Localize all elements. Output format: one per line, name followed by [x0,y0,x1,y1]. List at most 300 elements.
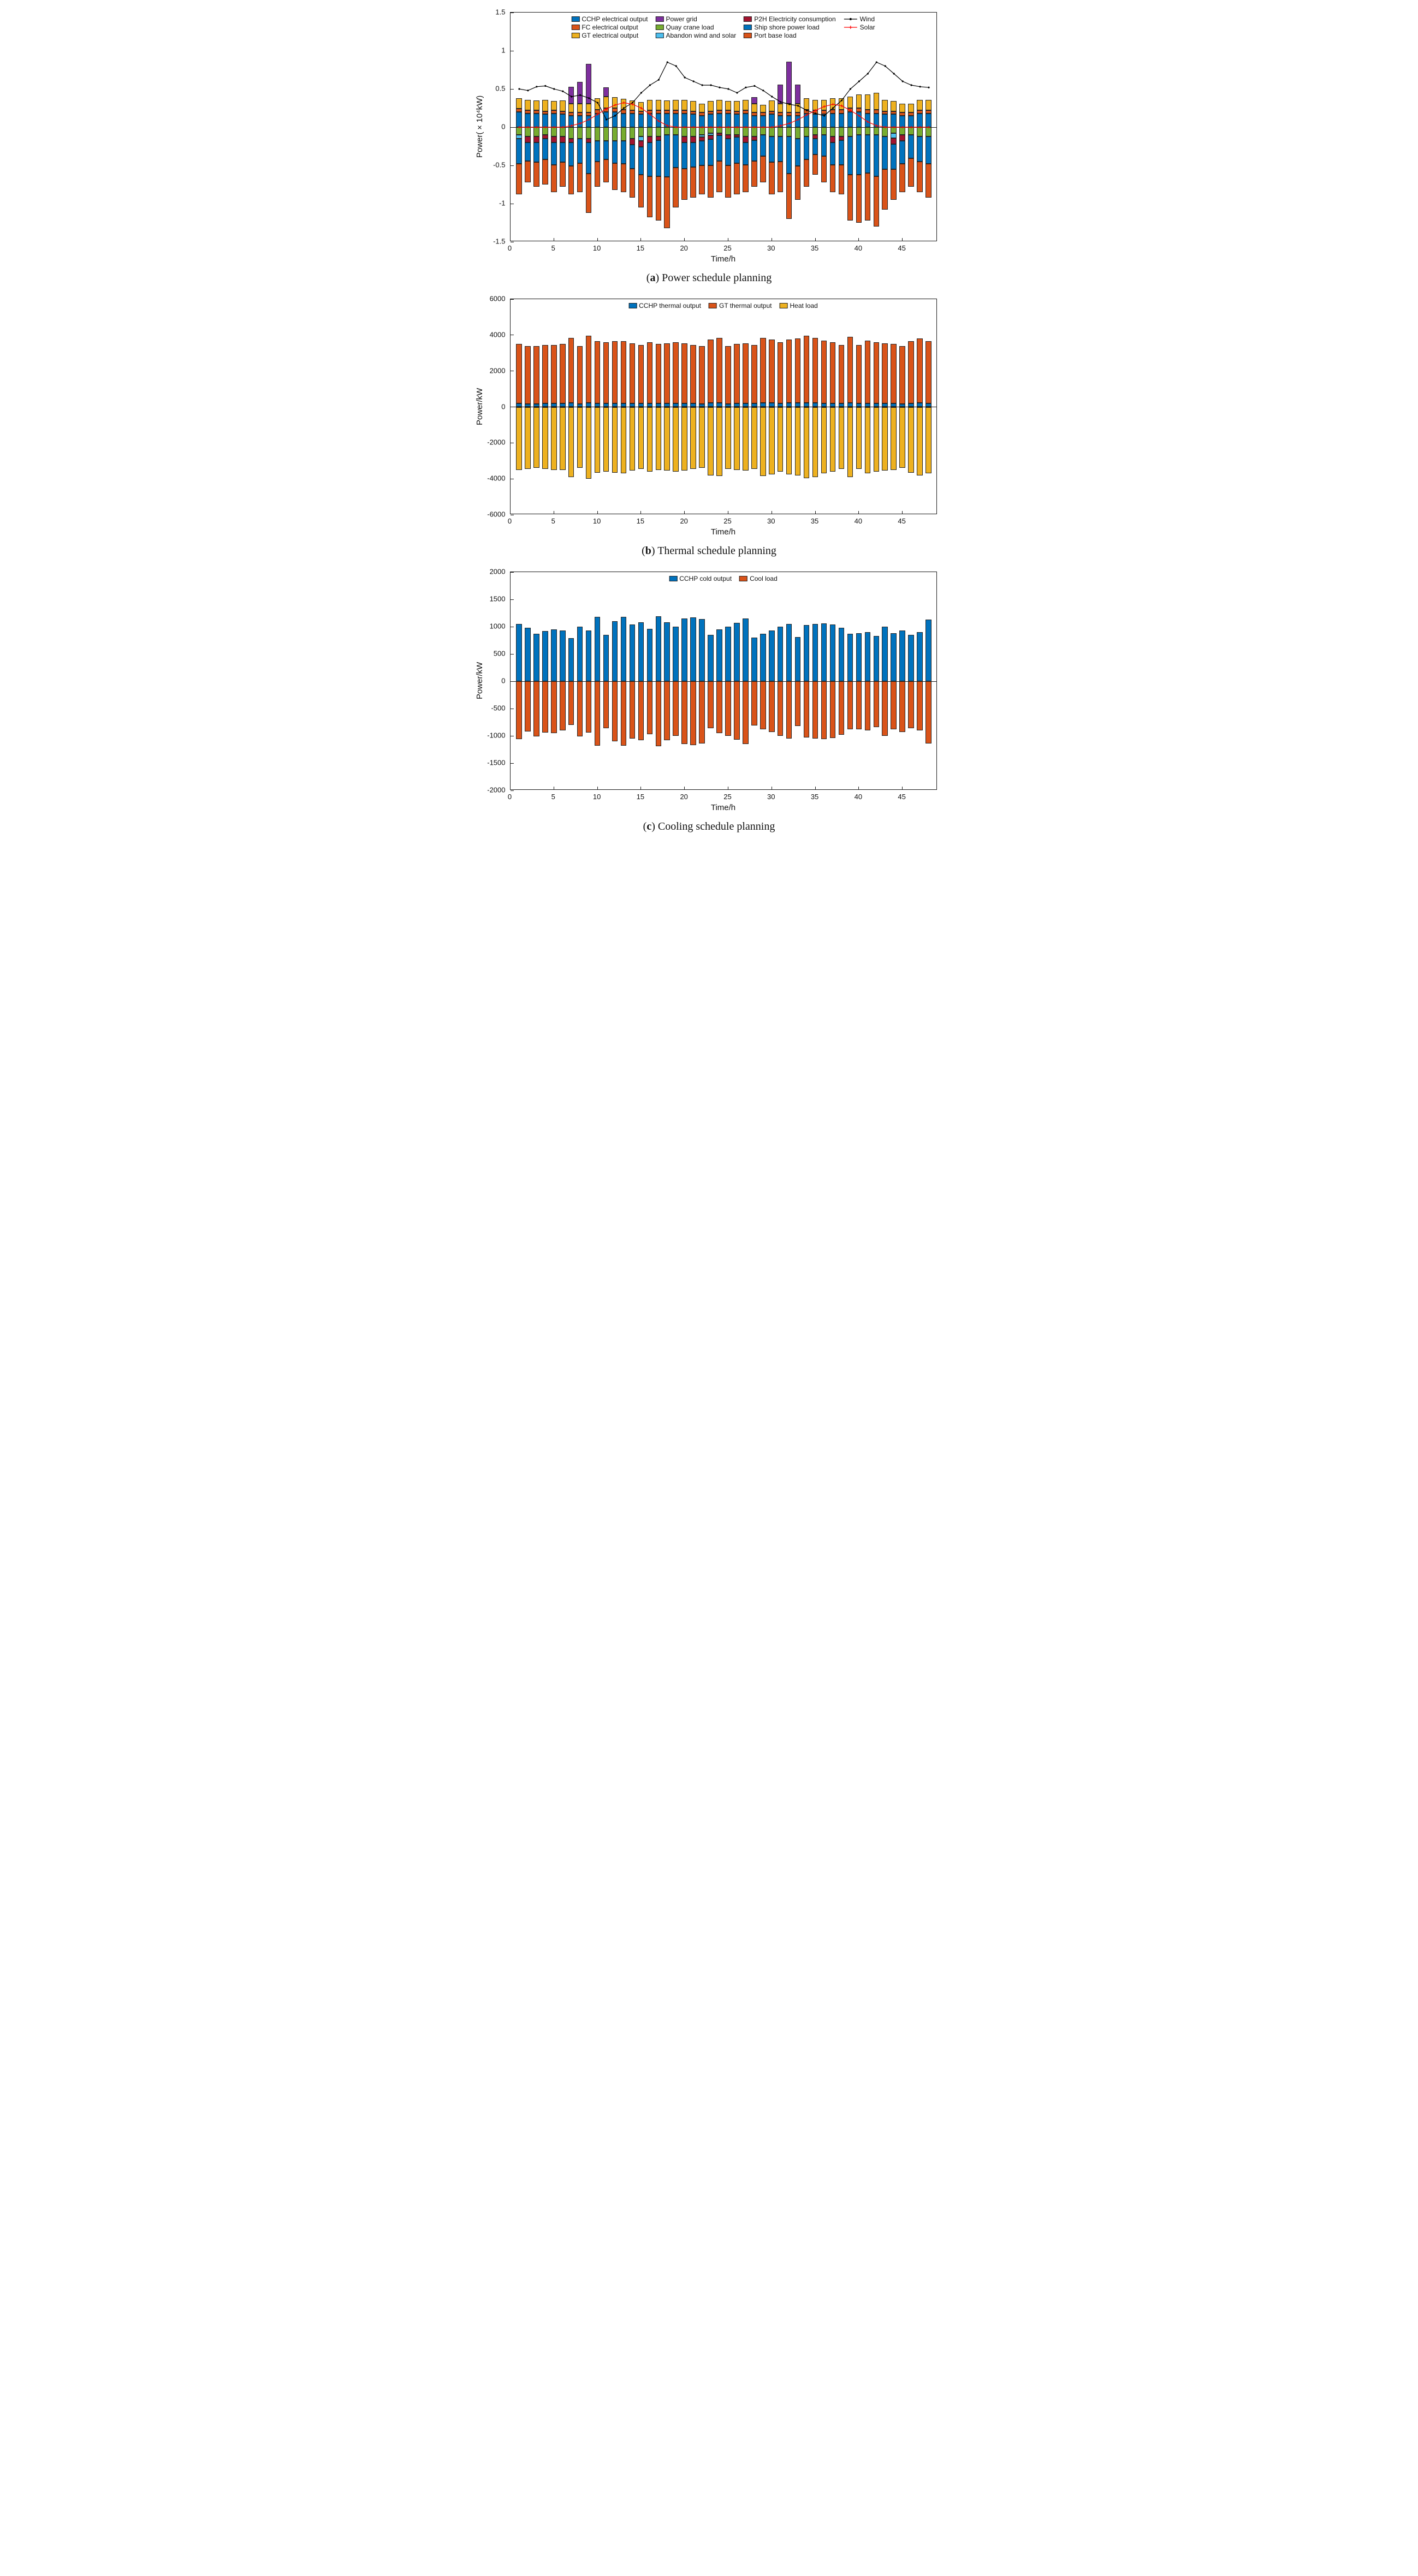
wind-marker [649,84,650,86]
bar-cool-load [630,681,636,739]
x-tick [597,238,598,241]
bar-gt-thermal-output [690,345,696,403]
bar-cchp-cold-output [882,627,888,681]
x-tick-label: 15 [636,517,645,525]
bar-p2h-electricity-consumption [630,139,636,145]
bar-gt-electrical-output [891,101,897,111]
thermal-y-axis-label: Power/kW [474,388,484,425]
bar-cchp-cold-output [908,635,914,681]
bar-cool-load [778,681,784,736]
power-x-axis-label: Time/h [710,254,736,264]
bar-fc-electrical-output [769,111,775,115]
bar-p2h-electricity-consumption [533,136,539,142]
bar-cchp-cold-output [751,638,757,681]
legend-item-cchp-electrical-output [571,15,648,23]
bar-ship-shore-power-load [865,135,871,173]
bar-quay-crane-load [874,127,880,135]
bar-ship-shore-power-load [612,141,618,163]
bar-gt-thermal-output [812,338,818,403]
x-tick-label: 10 [592,793,601,801]
legend-item-abandon-wind-and-solar [656,32,737,39]
bar-ship-shore-power-load [899,141,905,164]
cchp-cold-output-swatch-icon [669,576,677,581]
bar-cchp-thermal-output [603,403,609,407]
bar-ship-shore-power-load [551,142,557,165]
bar-gt-electrical-output [760,105,766,112]
bar-cool-load [917,681,923,730]
bar-p2h-electricity-consumption [812,135,818,139]
bar-cchp-cold-output [734,623,740,681]
x-tick-label: 25 [723,517,732,525]
bar-cchp-electrical-output [525,114,531,127]
bar-fc-electrical-output [586,112,592,116]
bar-quay-crane-load [621,127,627,141]
bar-cchp-electrical-output [743,114,749,127]
bar-cchp-cold-output [542,631,548,681]
bar-quay-crane-load [716,127,722,133]
x-tick-label: 20 [680,793,688,801]
bar-fc-electrical-output [751,112,757,116]
thermal-schedule-chart [473,294,946,539]
bar-ship-shore-power-load [795,139,801,166]
bar-port-base-load [821,156,827,182]
bar-gt-electrical-output [874,93,880,110]
fc-electrical-output-swatch-icon [571,25,579,30]
bar-heat-load [874,407,880,472]
bar-cool-load [681,681,687,744]
bar-cchp-thermal-output [630,403,636,407]
bar-cool-load [595,681,601,746]
bar-heat-load [917,407,923,475]
bar-cchp-electrical-output [560,114,566,127]
bar-fc-electrical-output [647,110,653,114]
bar-power-grid [778,85,784,104]
bar-heat-load [595,407,601,473]
bar-gt-electrical-output [542,100,548,111]
x-tick-label: 0 [507,517,512,525]
bar-cool-load [612,681,618,741]
wind-marker [849,88,851,90]
bar-p2h-electricity-consumption [751,136,757,140]
bar-quay-crane-load [743,127,749,136]
bar-gt-thermal-output [778,342,784,403]
bar-cool-load [925,681,932,743]
caption-a [473,272,946,284]
y-tick-label: 1000 [489,622,506,630]
bar-cchp-electrical-output [769,114,775,127]
bar-cchp-electrical-output [865,114,871,127]
bar-fc-electrical-output [874,110,880,114]
x-tick-label: 10 [592,244,601,252]
legend-item-wind [844,15,875,23]
bar-fc-electrical-output [568,112,574,116]
bar-port-base-load [612,163,618,190]
bar-port-base-load [865,173,871,221]
legend-item-gt-thermal-output [709,302,772,310]
bar-gt-electrical-output [908,104,914,113]
bar-port-base-load [656,176,662,221]
power-plot-area [510,12,937,241]
bar-gt-electrical-output [734,101,740,111]
bar-p2h-electricity-consumption [551,136,557,142]
bar-cchp-thermal-output [673,403,679,407]
x-tick-label: 45 [898,517,906,525]
bar-cchp-electrical-output [577,116,583,127]
bar-port-base-load [699,165,705,194]
bar-cchp-electrical-output [821,114,827,127]
bar-p2h-electricity-consumption [656,136,662,140]
bar-gt-electrical-output [716,100,722,111]
bar-quay-crane-load [595,127,601,141]
bar-cchp-cold-output [630,624,636,681]
bar-cool-load [839,681,845,735]
bar-gt-electrical-output [865,94,871,110]
bar-cool-load [542,681,548,733]
bar-port-base-load [812,154,818,174]
bar-cchp-cold-output [577,627,583,681]
bar-gt-electrical-output [560,100,566,111]
bar-heat-load [656,407,662,470]
bar-cchp-thermal-output [769,403,775,407]
bar-cool-load [908,681,914,728]
bar-ship-shore-power-load [847,136,853,175]
bar-cchp-thermal-output [925,403,932,407]
bar-p2h-electricity-consumption [891,138,897,144]
wind-marker [719,87,720,88]
bar-port-base-load [743,165,749,192]
bar-fc-electrical-output [917,110,923,114]
bar-cool-load [533,681,539,736]
bar-quay-crane-load [647,127,653,136]
bar-port-base-load [716,161,722,192]
bar-ship-shore-power-load [542,139,548,159]
bar-quay-crane-load [804,127,810,136]
bar-cool-load [891,681,897,729]
bar-ship-shore-power-load [638,147,644,174]
thermal-x-axis-label: Time/h [710,527,736,537]
bar-cchp-cold-output [812,624,818,681]
bar-fc-electrical-output [804,110,810,114]
bar-port-base-load [804,159,810,187]
bar-gt-thermal-output [734,344,740,403]
legend-label: GT electrical output [582,32,639,39]
bar-gt-thermal-output [708,340,714,403]
bar-port-base-load [751,161,757,187]
wind-marker [928,87,929,88]
bar-gt-thermal-output [656,344,662,403]
x-tick-label: 0 [507,244,512,252]
bar-quay-crane-load [708,127,714,133]
bar-quay-crane-load [899,127,905,135]
bar-fc-electrical-output [612,108,618,112]
bar-cchp-cold-output [516,624,522,681]
x-tick-label: 45 [898,793,906,801]
wind-marker [762,90,764,91]
bar-fc-electrical-output [743,110,749,114]
bar-gt-thermal-output [630,343,636,403]
bar-cchp-electrical-output [917,114,923,127]
bar-ship-shore-power-load [664,135,670,177]
bar-cchp-electrical-output [812,114,818,127]
bar-cool-load [725,681,731,736]
bar-quay-crane-load [865,127,871,135]
bar-heat-load [839,407,845,469]
bar-port-base-load [690,167,696,198]
y-tick-label: -1500 [487,758,506,767]
bar-cool-load [760,681,766,729]
wind-marker [666,61,668,63]
bar-gt-electrical-output [725,101,731,110]
bar-power-grid [603,87,609,97]
bar-cchp-cold-output [786,624,792,681]
bar-cool-load [516,681,522,739]
x-tick [597,511,598,514]
x-tick [510,238,511,241]
bar-gt-thermal-output [681,343,687,403]
bar-cool-load [795,681,801,726]
legend-label: Quay crane load [666,23,714,31]
bar-heat-load [586,407,592,479]
bar-cchp-cold-output [638,622,644,681]
x-tick-label: 40 [854,517,863,525]
bar-cool-load [551,681,557,733]
bar-fc-electrical-output [560,111,566,115]
abandon-wind-and-solar-swatch-icon [656,33,664,38]
bar-quay-crane-load [821,127,827,135]
bar-gt-electrical-output [603,97,609,108]
bar-quay-crane-load [673,127,679,135]
bar-port-base-load [760,156,766,182]
bar-cchp-thermal-output [812,403,818,407]
bar-heat-load [769,407,775,474]
bar-quay-crane-load [925,127,932,136]
bar-gt-thermal-output [743,343,749,403]
bar-heat-load [516,407,522,470]
quay-crane-load-swatch-icon [656,25,664,30]
panel-a [473,8,946,284]
bar-gt-thermal-output [725,346,731,404]
y-tick [511,299,514,300]
x-tick-label: 5 [551,244,555,252]
y-tick-label: -1.5 [493,237,506,246]
bar-ship-shore-power-load [630,145,636,168]
x-tick-label: 45 [898,244,906,252]
bar-gt-electrical-output [821,100,827,111]
wind-marker [527,90,529,91]
power-legend [567,14,879,41]
bar-heat-load [760,407,766,477]
bar-gt-thermal-output [830,342,836,403]
x-tick [858,238,859,241]
bar-fc-electrical-output [734,111,740,115]
bar-gt-electrical-output [525,100,531,111]
bar-cchp-thermal-output [865,403,871,407]
bar-cchp-thermal-output [874,403,880,407]
bar-quay-crane-load [891,127,897,133]
bar-quay-crane-load [542,127,548,135]
bar-port-base-load [647,176,653,218]
legend-label: Cool load [750,575,778,582]
bar-cchp-electrical-output [664,114,670,127]
bar-fc-electrical-output [865,110,871,114]
bar-quay-crane-load [812,127,818,135]
bar-cool-load [865,681,871,730]
bar-cchp-cold-output [760,634,766,681]
bar-cool-load [716,681,722,733]
bar-cchp-cold-output [804,625,810,681]
bar-gt-thermal-output [899,346,905,404]
bar-heat-load [812,407,818,477]
bar-cool-load [882,681,888,736]
bar-fc-electrical-output [760,112,766,116]
bar-gt-electrical-output [839,98,845,110]
bar-p2h-electricity-consumption [542,135,548,139]
y-tick-label: 1 [501,46,506,55]
bar-heat-load [743,407,749,471]
bar-gt-thermal-output [560,344,566,403]
bar-gt-electrical-output [638,102,644,111]
bar-cchp-electrical-output [690,114,696,127]
bar-quay-crane-load [664,127,670,135]
bar-cchp-cold-output [856,633,862,681]
bar-cchp-electrical-output [847,112,853,127]
bar-cchp-cold-output [690,617,696,681]
y-tick [511,89,514,90]
legend-item-port-base-load [744,32,835,39]
bar-cchp-electrical-output [603,112,609,127]
x-tick-label: 40 [854,244,863,252]
bar-fc-electrical-output [638,111,644,115]
bar-cchp-thermal-output [821,403,827,407]
thermal-plot-area [510,299,937,514]
y-tick-label: 1.5 [495,8,506,16]
bar-quay-crane-load [917,127,923,136]
caption-b [473,545,946,557]
bar-cool-load [525,681,531,731]
wind-marker [692,80,694,82]
ship-shore-power-load-swatch-icon [744,25,752,30]
bar-fc-electrical-output [621,110,627,114]
bar-gt-electrical-output [551,101,557,110]
bar-cchp-thermal-output [681,403,687,407]
bar-gt-thermal-output [568,338,574,403]
bar-heat-load [821,407,827,474]
bar-heat-load [533,407,539,468]
cooling-schedule-chart [473,567,946,815]
bar-cchp-cold-output [891,633,897,681]
bar-gt-thermal-output [716,338,722,403]
x-tick [510,511,511,514]
bar-fc-electrical-output [812,110,818,114]
bar-port-base-load [551,165,557,192]
bar-port-base-load [673,168,679,207]
legend-label: Wind [859,15,875,23]
bar-cchp-cold-output [673,627,679,681]
bar-cchp-cold-output [743,618,749,681]
bar-gt-electrical-output [664,100,670,110]
bar-cool-load [856,681,862,729]
x-tick [684,511,685,514]
bar-cchp-electrical-output [681,114,687,127]
bar-gt-thermal-output [542,345,548,403]
bar-fc-electrical-output [525,110,531,114]
bar-cool-load [690,681,696,745]
caption-b-label: (b) [642,545,655,557]
bar-gt-thermal-output [664,343,670,403]
bar-port-base-load [847,175,853,221]
y-tick-label: -2000 [487,438,506,447]
bar-cchp-electrical-output [778,116,784,127]
panel-b [473,294,946,557]
bar-cchp-electrical-output [716,114,722,127]
bar-heat-load [568,407,574,477]
bar-port-base-load [891,169,897,200]
bar-port-base-load [830,165,836,192]
bar-ship-shore-power-load [603,141,609,159]
x-tick [858,787,859,790]
bar-port-base-load [595,162,601,187]
bar-quay-crane-load [786,127,792,136]
bar-gt-electrical-output [743,100,749,111]
bar-gt-electrical-output [856,94,862,108]
x-tick [815,238,816,241]
legend-item-quay-crane-load [656,23,737,31]
x-tick-label: 15 [636,244,645,252]
bar-cool-load [638,681,644,740]
bar-power-grid [786,62,792,104]
y-tick [511,790,514,791]
bar-ship-shore-power-load [516,139,522,164]
bar-heat-load [865,407,871,474]
bar-cool-load [751,681,757,725]
bar-heat-load [690,407,696,469]
bar-port-base-load [568,166,574,194]
bar-cchp-electrical-output [630,114,636,127]
bar-quay-crane-load [630,127,636,139]
x-tick [684,238,685,241]
gt-electrical-output-swatch-icon [571,33,579,38]
bar-ship-shore-power-load [533,142,539,162]
bar-quay-crane-load [699,127,705,135]
cchp-thermal-output-swatch-icon [628,303,637,308]
wind-marker [640,92,642,93]
bar-heat-load [899,407,905,468]
bar-cchp-thermal-output [804,403,810,407]
bar-heat-load [847,407,853,477]
bar-heat-load [725,407,731,469]
y-tick-label: 2000 [489,567,506,576]
power-grid-swatch-icon [656,16,664,22]
bar-gt-thermal-output [577,346,583,404]
bar-cchp-thermal-output [568,403,574,407]
bar-heat-load [925,407,932,474]
bar-cchp-cold-output [716,629,722,681]
wind-marker [553,88,555,90]
bar-cchp-electrical-output [647,114,653,127]
bar-cchp-cold-output [621,617,627,681]
bar-cchp-cold-output [560,630,566,681]
bar-gt-thermal-output [925,341,932,403]
bar-p2h-electricity-consumption [699,137,705,141]
bar-cchp-electrical-output [891,114,897,127]
bar-cool-load [804,681,810,737]
legend-label: Abandon wind and solar [666,32,737,39]
bar-gt-thermal-output [586,336,592,402]
bar-cchp-cold-output [525,628,531,681]
legend-label: P2H Electricity consumption [754,15,836,23]
legend-item-cchp-thermal-output [628,302,701,310]
bar-cool-load [821,681,827,739]
